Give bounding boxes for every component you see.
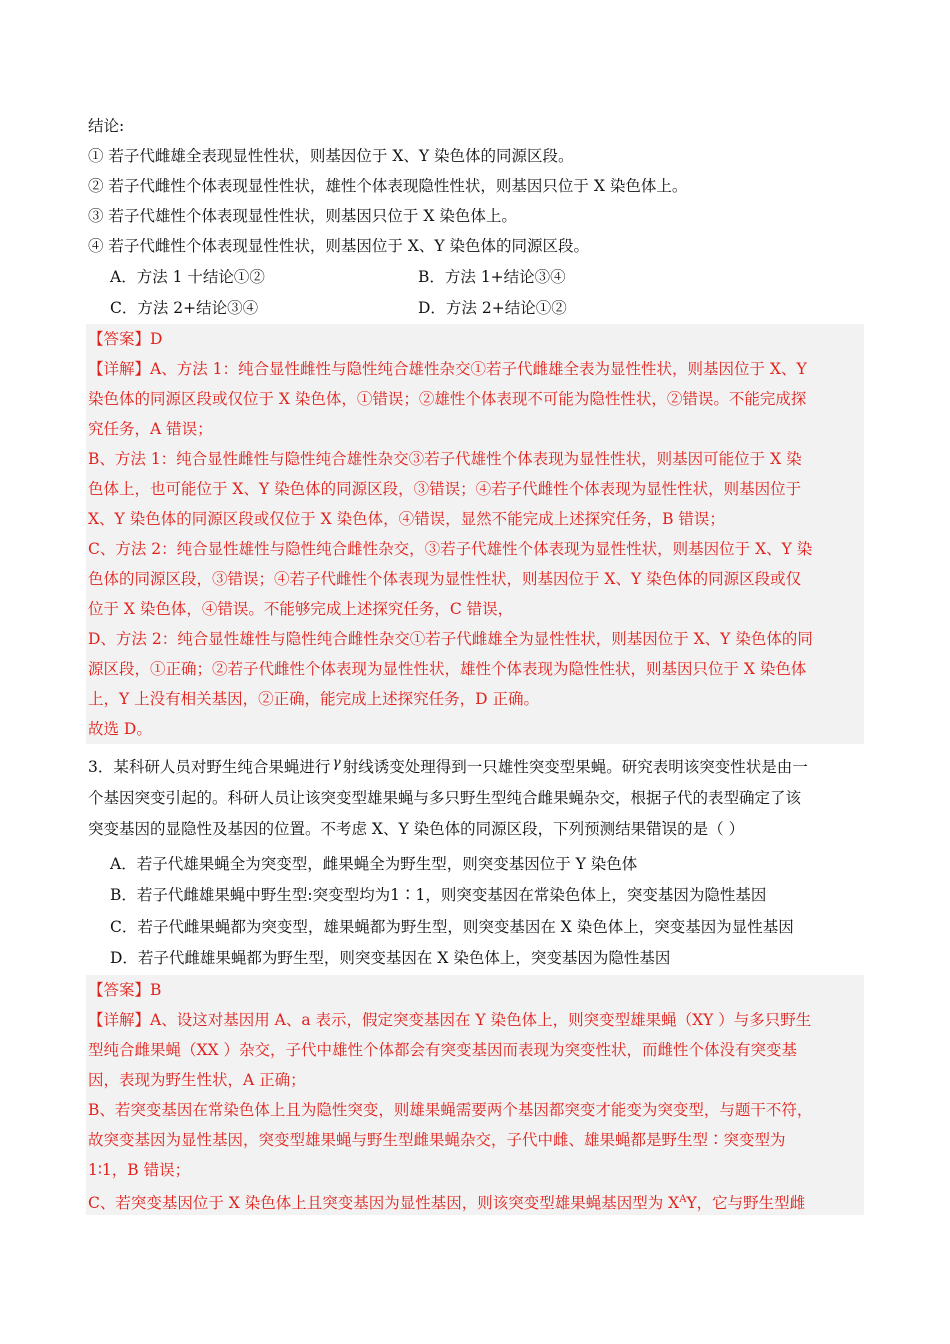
conclusion-2: ② 若子代雌性个体表现显性性状，雄性个体表现隐性性状，则基因只位于 X 染色体上。 — [88, 177, 688, 195]
q3-stem-text: 射线诱变处理得到一只雄性突变型果蝇。研究表明该突变性状是由一 — [342, 758, 808, 776]
q2-option-c: C．方法 2+结论③④ — [110, 299, 259, 317]
q2-detail-line: 位于 X 染色体，④错误。不能够完成上述探究任务，C 错误， — [88, 600, 514, 618]
q2-detail-line: D、方法 2：纯合显性雄性与隐性纯合雌性杂交①若子代雌雄全为显性性状，则基因位于 X、Y 染色体的同 — [88, 630, 813, 648]
q2-option-b: B．方法 1+结论③④ — [418, 268, 566, 286]
q2-detail-line: C、方法 2：纯合显性雄性与隐性纯合雌性杂交，③若子代雄性个体表现为显性性状，则基因位于 X、Y 染 — [88, 540, 813, 558]
q2-detail-line: 色体上，也可能位于 X、Y 染色体的同源区段，③错误；④若子代雌性个体表现为显性性状，则基因位于 — [88, 480, 802, 498]
q2-detail-line: 上，Y 上没有相关基因，②正确，能完成上述探究任务，D 正确。 — [88, 690, 540, 708]
q2-option-d: D．方法 2+结论①② — [418, 299, 567, 317]
q3-answer-block — [86, 975, 864, 1215]
conclusion-title: 结论: — [88, 117, 125, 135]
conclusion-3: ③ 若子代雄性个体表现显性性状，则基因只位于 X 染色体上。 — [88, 207, 517, 225]
q3-stem-line-3 — [88, 814, 744, 844]
q3-detail-line: 【详解】A、设这对基因用 A、a 表示，假定突变基因在 Y 染色体上，则突变型雄果蝇（XY ）与多只野生 — [88, 1011, 812, 1029]
allele-superscript: A — [679, 1194, 687, 1205]
conclusion-4: ④ 若子代雌性个体表现显性性状，则基因位于 X、Y 染色体的同源区段。 — [88, 237, 590, 255]
q2-detail-line: B、方法 1：纯合显性雌性与隐性纯合雄性杂交③若子代雄性个体表现为显性性状，则基因可能位于 X 染 — [88, 450, 802, 468]
q3-detail-line: 1∶1，B 错误； — [88, 1161, 191, 1179]
q2-detail-line: X、Y 染色体的同源区段或仅位于 X 染色体，④错误，显然不能完成上述探究任务，B 错误； — [88, 510, 725, 528]
q2-answer: 【答案】D — [88, 330, 163, 348]
q2-detail-line: 色体的同源区段，③错误；④若子代雌性个体表现为显性性状，则基因位于 X、Y 染色体的同源区段或仅 — [88, 570, 802, 588]
gamma-symbol: γ — [332, 755, 341, 771]
q3-option-c: C．若子代雌果蝇都为突变型，雄果蝇都为野生型，则突变基因在 X 染色体上，突变基因为显性基因 — [110, 918, 794, 936]
q2-detail-line: 染色体的同源区段或仅位于 X 染色体，①错误；②雄性个体表现不可能为隐性性状，②错误。不能完成探 — [88, 390, 807, 408]
q3-detail-line: 故突变基因为显性基因，突变型雄果蝇与野生型雌果蝇杂交，子代中雌、雄果蝇都是野生型∶突变型为 — [88, 1131, 786, 1149]
q3-detail-line: 型纯合雌果蝇（XX ）杂交，子代中雄性个体都会有突变基因而表现为突变性状，而雌性个体没有突变基 — [88, 1041, 797, 1059]
q3-option-a: A．若子代雄果蝇全为突变型，雌果蝇全为野生型，则突变基因位于 Y 染色体 — [110, 855, 638, 873]
q2-detail-line: 【详解】A、方法 1：纯合显性雌性与隐性纯合雄性杂交①若子代雌雄全表为显性性状，则基因位于 X、Y — [88, 360, 807, 378]
q3-option-d: D．若子代雌雄果蝇都为野生型，则突变基因在 X 染色体上，突变基因为隐性基因 — [110, 949, 671, 967]
emphasized-word: 错误 · · — [646, 820, 677, 838]
q3-stem-text: 突变基因的显隐性及基因的位置。不考虑 X、Y 染色体的同源区段，下列预测结果 — [88, 820, 647, 838]
q2-detail-line: 故选 D。 — [88, 720, 152, 738]
q3-stem-text: 的是（ ） — [677, 820, 745, 838]
q3-detail-line: 因，表现为野生性状，A 正确； — [88, 1071, 306, 1089]
q3-stem-text: 3．某科研人员对野生纯合果蝇进行 — [88, 758, 331, 776]
q2-detail-line: 源区段，①正确；②若子代雌性个体表现为显性性状，雄性个体表现为隐性性状，则基因只位于 X 染色体 — [88, 660, 807, 678]
q2-answer-block — [86, 324, 864, 744]
conclusion-1: ① 若子代雌雄全表现显性性状，则基因位于 X、Y 染色体的同源区段。 — [88, 147, 574, 165]
q3-stem-line-1 — [88, 752, 808, 782]
q3-detail-line: B、若突变基因在常染色体上且为隐性突变，则雄果蝇需要两个基因都突变才能变为突变型，与题干不符， — [88, 1101, 813, 1119]
q2-option-a: A．方法 1 十结论①② — [110, 268, 265, 286]
q3-detail-text: C、若突变基因位于 X 染色体上且突变基因为显性基因，则该突变型雄果蝇基因型为 X — [88, 1194, 680, 1213]
q3-option-b: B．若子代雌雄果蝇中野生型:突变型均为1∶1，则突变基因在常染色体上，突变基因为隐性基因 — [110, 886, 767, 904]
q3-answer: 【答案】B — [88, 981, 162, 999]
q2-detail-line: 究任务，A 错误； — [88, 420, 213, 438]
q3-detail-line-last — [86, 1185, 864, 1215]
q3-detail-text: Y，它与野生型雌 — [686, 1194, 806, 1213]
q3-stem-line-2: 个基因突变引起的。科研人员让该突变型雄果蝇与多只野生型纯合雌果蝇杂交，根据子代的表型确定了该 — [88, 789, 802, 807]
